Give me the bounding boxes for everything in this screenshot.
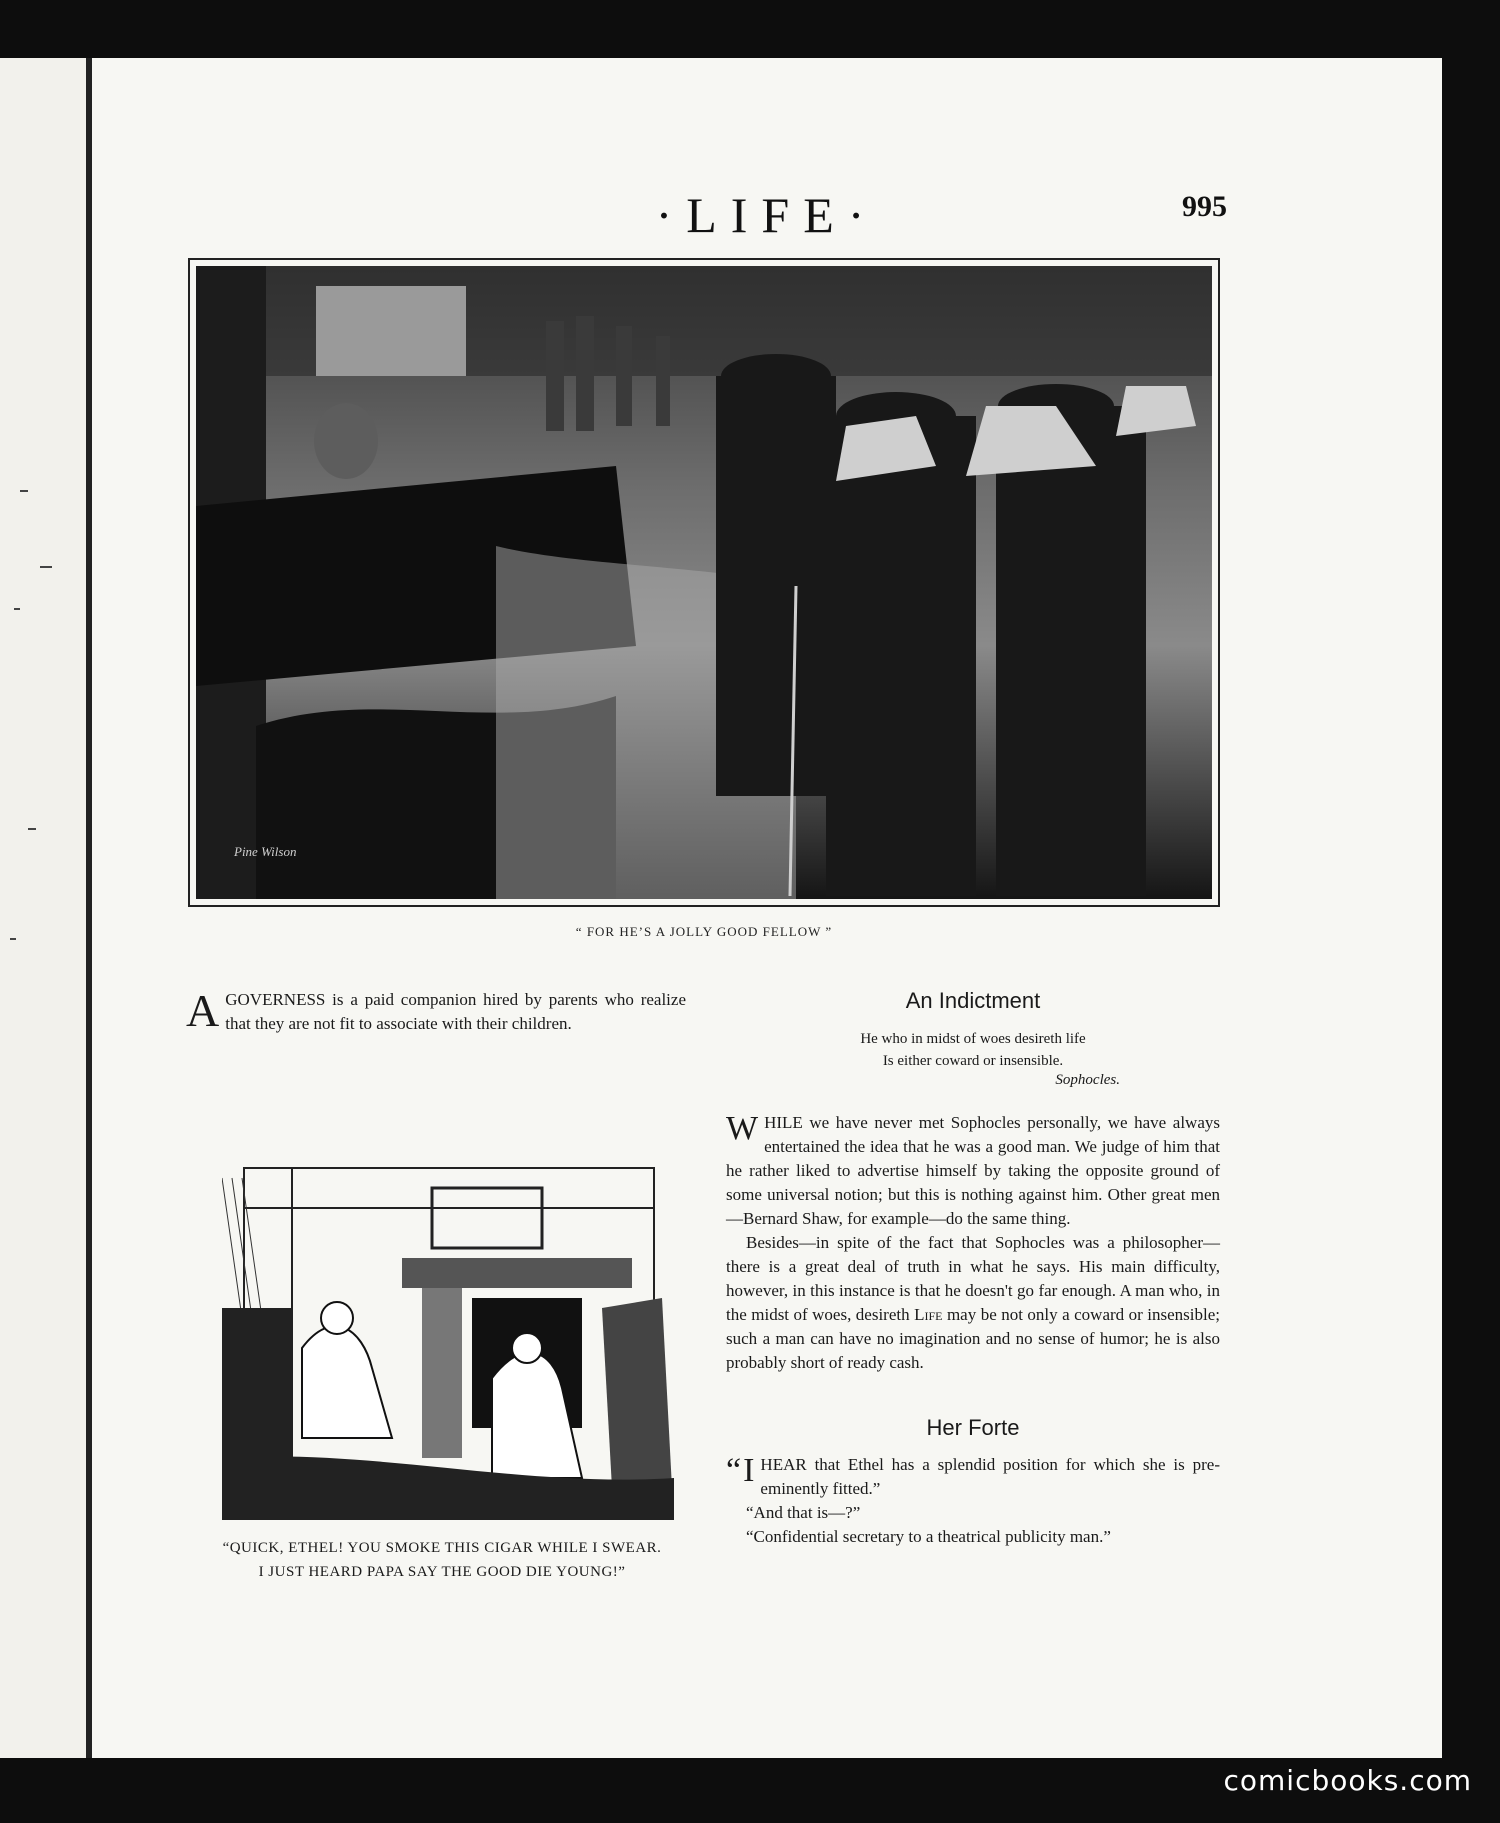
top-illustration <box>188 258 1220 907</box>
her-forte-paragraph-3: “Confidential secretary to a theatrical publicity man.” <box>746 1527 1111 1546</box>
illustration-caption: “ FOR HE’S A JOLLY GOOD FELLOW ” <box>575 924 833 939</box>
facing-page-edge <box>0 58 86 1758</box>
margin-mark <box>40 566 52 568</box>
right-column <box>726 988 1220 1549</box>
her-forte-paragraph-2: “And that is—?” <box>746 1503 861 1522</box>
margin-mark <box>28 828 36 830</box>
indictment-paragraph-2 <box>726 1231 1220 1375</box>
cartoon-caption-line: I JUST HEARD PAPA SAY THE GOOD DIE YOUNG!” <box>258 1564 626 1580</box>
epigraph-attribution: Sophocles. <box>1055 1072 1120 1088</box>
life-name: Life <box>914 1305 943 1324</box>
watermark: comicbooks.com <box>1223 1764 1472 1797</box>
indictment-text: HILE we have never met Sophocles personally, we have always entertained the idea that he was a good man. We judge of him that he rather liked to advertise himself by taking the opposite ground of some universal notion; but this is nothing against him. Other great men —Bernard Shaw, for example—do the same thing. <box>726 1113 1220 1228</box>
epigraph <box>726 1028 1220 1072</box>
cartoon-illustration <box>222 1158 674 1520</box>
her-forte-text: HEAR that Ethel has a splendid position for which she is pre-eminently fitted.” <box>760 1455 1220 1498</box>
indictment-heading: An Indictment <box>905 988 1041 1013</box>
governess-text: GOVERNESS is a paid companion hired by parents who realize that they are not fit to associate with their children. <box>225 990 686 1033</box>
margin-mark <box>10 938 16 940</box>
page-number: 995 <box>1182 190 1227 223</box>
margin-mark <box>20 490 28 492</box>
her-forte-paragraph-1 <box>726 1453 1220 1501</box>
epigraph-line: Is either coward or insensible. <box>882 1053 1064 1069</box>
drop-cap: W <box>726 1110 759 1147</box>
cartoon-caption <box>192 1536 692 1584</box>
indictment-paragraph-1 <box>726 1111 1220 1231</box>
left-column <box>186 985 686 1036</box>
indictment-text: may be not only a coward or insensible; such a man can have no imagination and no sense of humor; he is also probably short of ready cash. <box>726 1305 1220 1372</box>
masthead-title: ·LIFE· <box>655 187 879 243</box>
fireplace-girls-drawing <box>222 1158 674 1520</box>
governess-paragraph <box>186 985 686 1036</box>
magazine-page <box>92 58 1442 1758</box>
her-forte-heading: Her Forte <box>926 1415 1020 1440</box>
pilgrims-stocks-illustration <box>196 266 1212 899</box>
quote-mark: “ <box>726 1452 742 1489</box>
cartoon-caption-line: “QUICK, ETHEL! YOU SMOKE THIS CIGAR WHILE I SWEAR. <box>222 1540 662 1556</box>
indictment-text: Besides—in spite of the fact that Sophocles was a philosopher—there is a great deal of truth in what he says. His main difficulty, however, in this instance is that he doesn't go far enough. A man who, in the midst of woes, desireth <box>726 1233 1220 1324</box>
artist-signature: Pine Wilson <box>234 844 297 859</box>
drop-cap: I <box>743 1452 755 1489</box>
epigraph-line: He who in midst of woes desireth life <box>860 1031 1086 1047</box>
drop-cap: A <box>186 985 220 1036</box>
margin-mark <box>14 608 20 610</box>
